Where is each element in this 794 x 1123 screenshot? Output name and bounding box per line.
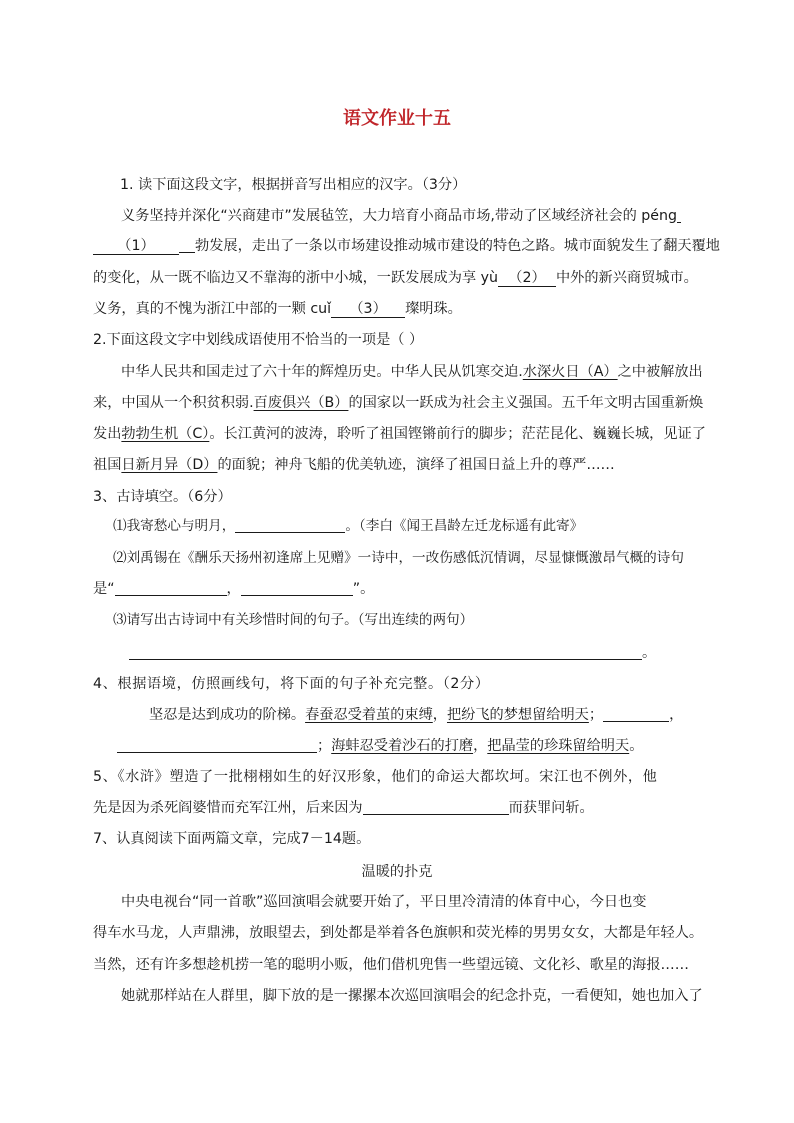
- idiom-a: 水深火日（A）: [522, 364, 618, 380]
- story-title: 温暖的扑克: [361, 864, 433, 880]
- q5-line-2: 先是因为杀死阎婆惜而充军江州，后来因为 而获罪问斩。: [93, 800, 594, 816]
- q7-prompt: 7、认真阅读下面两篇文章，完成7－14题。: [93, 831, 371, 847]
- q2-line-1: 中华人民共和国走过了六十年的辉煌历史。中华人民从饥寒交迫.水深火日（A）之中被解放出: [121, 364, 703, 380]
- blank-1[interactable]: （1）: [93, 238, 179, 255]
- story-line-1: 中央电视台“同一首歌”巡回演唱会就要开始了，平日里冷清清的体育中心，今日也变: [121, 894, 647, 910]
- q5-line-1: 5、《水浒》塑造了一批栩栩如生的好汉形象，他们的命运大都坎坷。宋江也不例外，他: [93, 769, 658, 785]
- poem-blank-2[interactable]: [115, 581, 227, 596]
- story-line-4: 她就那样站在人群里，脚下放的是一摞摞本次巡回演唱会的纪念扑克，一看便知，她也加入了: [121, 988, 703, 1004]
- model-sentence-2: 把纷飞的梦想留给明天: [446, 707, 589, 723]
- q1-prompt: 1. 读下面这段文字，根据拼音写出相应的汉字。（3分）: [120, 177, 467, 193]
- q2-prompt: 2.下面这段文字中划线成语使用不恰当的一项是（ ）: [93, 332, 424, 348]
- q1-line-3: 的变化，从一既不临边又不靠海的浙中小城，一跃发展成为享 yù （2） 中外的新兴商贸城市。: [93, 270, 698, 286]
- fill-blank-1[interactable]: [603, 707, 669, 722]
- story-line-2: 得车水马龙，人声鼎沸，放眼望去，到处都是举着各色旗帜和荧光棒的男男女女，大都是年轻人。: [93, 925, 704, 941]
- q4-line-1: 坚忍是达到成功的阶梯。春蚕忍受着茧的束缚，把纷飞的梦想留给明天； ，: [149, 707, 684, 723]
- q3-item-1: ⑴我寄愁心与明月， 。（李白《闻王昌龄左迁龙标遥有此寄》: [113, 518, 584, 534]
- blank-3[interactable]: （3）: [331, 301, 405, 318]
- model-sentence-3: 海蚌忍受着沙石的打磨: [331, 738, 474, 754]
- q3-item-2: ⑵刘禹锡在《酬乐天扬州初逢席上见赠》一诗中，一改伤感低沉情调，尽显慷慨激昂气概的诗句: [113, 550, 684, 566]
- poem-blank-3[interactable]: [241, 581, 353, 596]
- story-line-3: 当然，还有许多想趁机捞一笔的聪明小贩，他们借机兜售一些望远镜、文化衫、歌星的海报……: [93, 957, 689, 973]
- q2-line-4: 祖国日新月异（D）的面貌；神舟飞船的优美轨迹，演绎了祖国日益上升的尊严……: [93, 457, 615, 473]
- q3-item-3: ⑶请写出古诗词中有关珍惜时间的句子。（写出连续的两句）: [113, 612, 474, 628]
- q2-line-3: 发出勃勃生机（C）。长江黄河的波涛，聆听了祖国铿锵前行的脚步；茫茫昆化、巍巍长城，见证了: [93, 426, 706, 442]
- page-title: 语文作业十五: [343, 108, 451, 129]
- model-sentence-1: 春蚕忍受着茧的束缚: [305, 707, 433, 723]
- idiom-d: 日新月异（D）: [121, 457, 218, 473]
- q1-line-2: （1） 勃发展，走出了一条以市场建设推动城市建设的特色之路。城市面貌发生了翻天覆地: [93, 236, 720, 256]
- idiom-b: 百废俱兴（B）: [253, 395, 349, 411]
- q1-line-1: 义务坚持并深化“兴商建市”发展毡笠，大力培育小商品市场,带动了区域经济社会的 péng: [121, 206, 681, 226]
- q3-item-3-answer: 。: [129, 643, 656, 663]
- blank-2[interactable]: （2）: [498, 270, 556, 287]
- poem-blank-4[interactable]: [129, 645, 642, 660]
- q3-prompt: 3、古诗填空。（6分）: [93, 489, 232, 505]
- fill-blank-2[interactable]: [117, 738, 317, 753]
- q2-line-2: 来，中国从一个积贫积弱.百废俱兴（B）的国家以一跃成为社会主义强国。五千年文明古国重新焕: [93, 395, 704, 411]
- q4-prompt: 4、根据语境，仿照画线句，将下面的句子补充完整。（2分）: [93, 676, 490, 692]
- idiom-c: 勃勃生机（C）: [121, 426, 210, 442]
- poem-blank-1[interactable]: [235, 518, 345, 533]
- model-sentence-4: 把晶莹的珍珠留给明天: [487, 738, 630, 754]
- q1-line-4: 义务，真的不愧为浙江中部的一颗 cuǐ （3） 璨明珠。: [93, 301, 462, 317]
- q4-line-2: ；海蚌忍受着沙石的打磨，把晶莹的珍珠留给明天。: [117, 736, 643, 756]
- q3-item-2-answer: 是“ ， ”。: [93, 581, 375, 597]
- fill-blank-3[interactable]: [363, 800, 509, 815]
